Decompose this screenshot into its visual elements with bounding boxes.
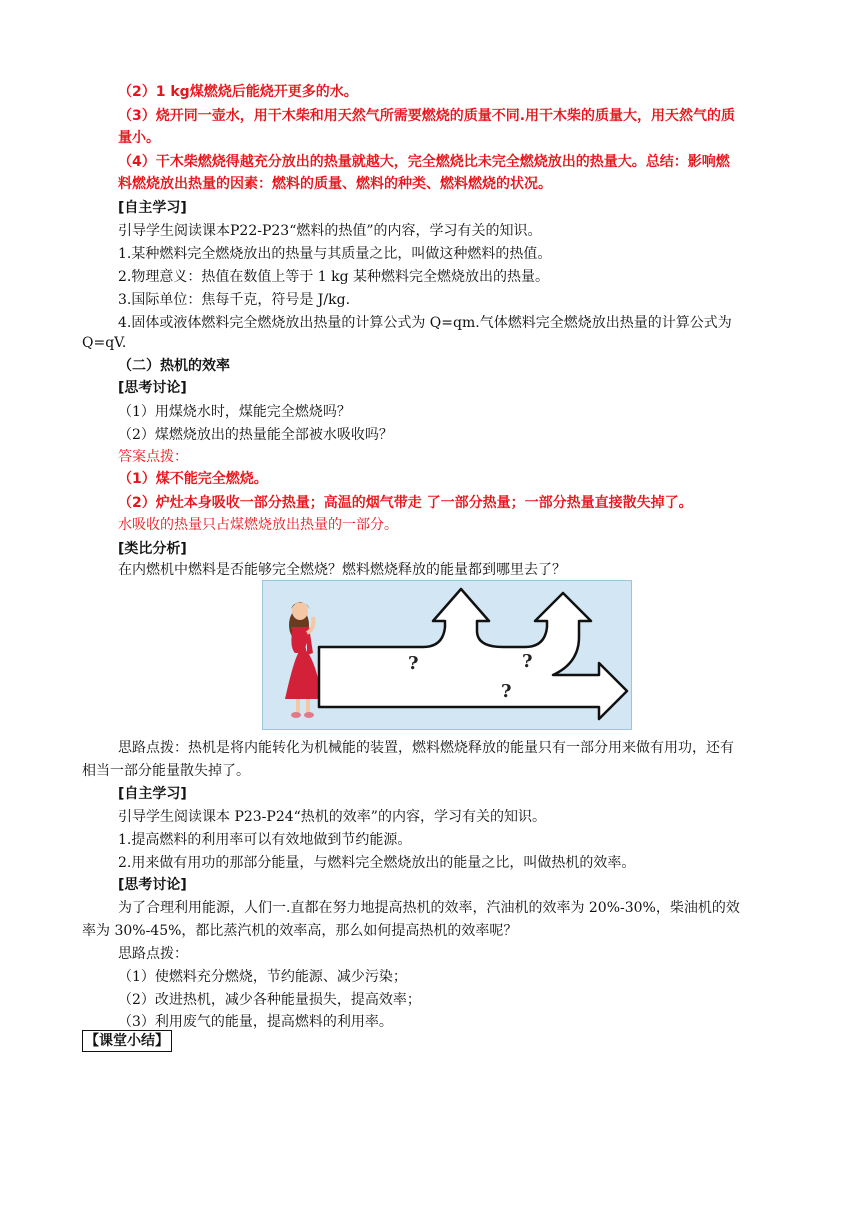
question-2: （2）煤燃烧放出的热量能全部被水吸收吗？ — [118, 427, 393, 443]
answer-coal-2: （2）炉灶本身吸收一部分热量；高温的烟气带走 了一部分热量；一部分热量直接散失掉了。 — [118, 495, 693, 511]
answer-coal-1: （1）煤不能完全燃烧。 — [118, 471, 268, 487]
efficiency-definition: 2.用来做有用功的那部分能量，与燃料完全燃烧放出的能量之比，叫做热机的效率。 — [118, 855, 636, 871]
girl-illustration — [285, 602, 323, 718]
efficiency-text-line1: 为了合理利用能源，人们一.直都在努力地提高热机的效率，汽油机的效率为 20%-30%，柴油机的效 — [118, 900, 740, 916]
question-mark-1: ? — [408, 653, 419, 674]
self-study-heading-1: [自主学习] — [118, 200, 187, 216]
self-study-heading-2: [自主学习] — [118, 786, 187, 802]
question-mark-3: ? — [501, 681, 512, 702]
energy-flow-figure — [262, 580, 632, 730]
heat-formula-line2: Q=qV. — [82, 335, 127, 351]
analogy-heading: [类比分析] — [118, 541, 187, 557]
analogy-question: 在内燃机中燃料是否能够完全燃烧？燃料燃烧释放的能量都到哪里去了？ — [118, 562, 566, 578]
hint-2: （2）改进热机，减少各种能量损失，提高效率； — [118, 992, 421, 1008]
energy-arrow — [319, 589, 627, 719]
answer-3-line2: 量小。 — [118, 130, 160, 146]
heat-formula-line1: 4.固体或液体燃料完全燃烧放出热量的计算公式为 Q=qm.气体燃料完全燃烧放出热量的计算公式为 — [118, 315, 732, 331]
heat-value-meaning: 2.物理意义：热值在数值上等于 1 kg 某种燃料完全燃烧放出的热量。 — [118, 269, 550, 285]
class-summary-heading: 【课堂小结】 — [82, 1030, 172, 1052]
answer-2: （2）1 kg煤燃烧后能烧开更多的水。 — [118, 84, 358, 100]
discuss-heading-2: [思考讨论] — [118, 877, 187, 893]
answer-4-line2: 料燃烧放出热量的因素：燃料的质量、燃料的种类、燃料燃烧的状况。 — [118, 176, 552, 192]
hint-label: 思路点拨： — [118, 946, 188, 962]
hint-3: （3）利用废气的能量，提高燃料的利用率。 — [118, 1014, 393, 1030]
answer-coal-3: 水吸收的热量只占煤燃烧放出热量的一部分。 — [118, 517, 398, 533]
efficiency-text-line2: 率为 30%-45%，都比蒸汽机的效率高，那么如何提高热机的效率呢？ — [82, 923, 518, 939]
energy-flow-diagram — [263, 581, 633, 731]
heat-value-unit: 3.国际单位：焦每千克，符号是 J/kg. — [118, 292, 351, 308]
hint-line2: 相当一部分能量散失掉了。 — [82, 763, 250, 779]
fuel-utilization: 1.提高燃料的利用率可以有效地做到节约能源。 — [118, 832, 412, 848]
answer-3-line1: （3）烧开同一壶水，用干木柴和用天然气所需要燃烧的质量不同.用干木柴的质量大，用天然气的质 — [118, 108, 736, 124]
self-study-intro-1: 引导学生阅读课本P22-P23“燃料的热值”的内容，学习有关的知识。 — [118, 223, 542, 239]
answer-label: 答案点拨： — [118, 449, 188, 465]
hint-1: （1）使燃料充分燃烧，节约能源、减少污染； — [118, 969, 407, 985]
answer-4-line1: （4）干木柴燃烧得越充分放出的热量就越大，完全燃烧比未完全燃烧放出的热量大。总结：影响燃 — [118, 154, 730, 170]
question-mark-2: ? — [522, 651, 533, 672]
hint-line1: 思路点拨：热机是将内能转化为机械能的装置，燃料燃烧释放的能量只有一部分用来做有用功，还有 — [118, 740, 734, 756]
section-title-efficiency: （二）热机的效率 — [118, 358, 230, 374]
heat-value-definition: 1.某种燃料完全燃烧放出的热量与其质量之比，叫做这种燃料的热值。 — [118, 246, 552, 262]
question-1: （1）用煤烧水时，煤能完全燃烧吗？ — [118, 404, 351, 420]
discuss-heading-1: [思考讨论] — [118, 380, 187, 396]
self-study-intro-2: 引导学生阅读课本 P23-P24“热机的效率”的内容，学习有关的知识。 — [118, 809, 546, 825]
